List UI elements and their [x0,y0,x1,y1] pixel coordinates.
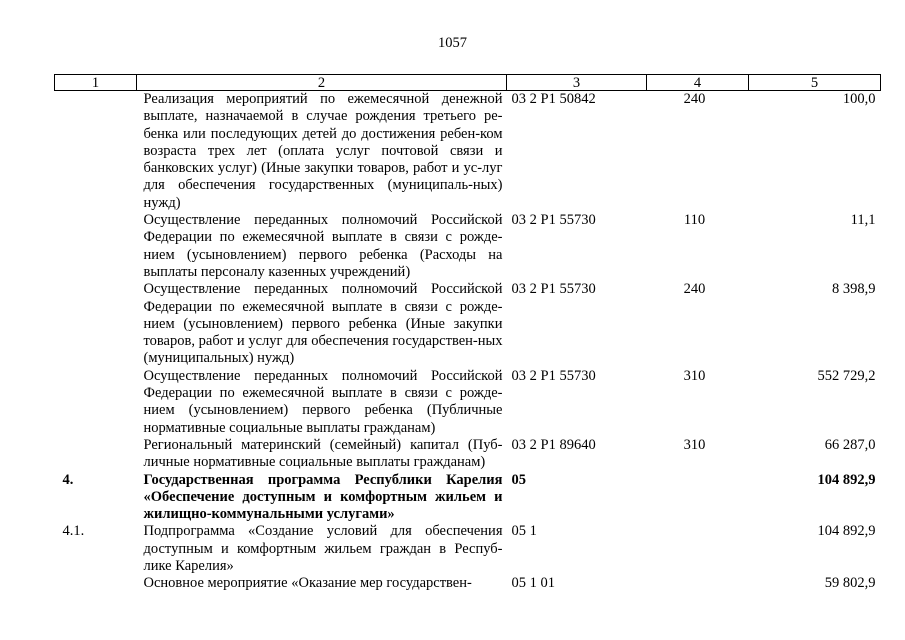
row-number [55,212,137,281]
header-col-2: 2 [137,75,507,91]
row-expense-type: 110 [683,212,706,229]
table-row [55,91,881,213]
row-code: 05 1 [511,523,537,540]
table-body [55,91,881,593]
row-expense-type [647,575,749,592]
table-row [55,368,881,437]
row-amount: 100,0 [842,91,876,107]
row-name: Подпрограмма «Создание условий для обеспечения доступным и комфортным жильем граждан в Респуб-лике Карелия» [143,523,503,575]
row-number: 4.1. [62,523,85,540]
row-amount: 66 287,0 [824,436,876,453]
table-row [55,575,881,592]
row-number [55,368,137,437]
row-name: Государственная программа Республики Карелия «Обеспечение доступным и комфортным жильем и жилищно-коммунальными услугами» [143,471,503,523]
row-name: Осуществление переданных полномочий Российской Федерации по ежемесячной выплате в связи с рожде-нием (усыновлением) первого ребенка (Публичные нормативные социальные выплаты гражданам) [143,367,503,436]
row-name: Региональный материнский (семейный) капитал (Пуб-личные нормативные социальные выплаты гражданам) [143,436,503,471]
header-col-1: 1 [55,75,137,91]
row-amount: 552 729,2 [817,367,876,384]
row-expense-type [647,523,749,575]
row-expense-type: 240 [683,91,706,107]
budget-table [54,74,881,593]
row-expense-type: 310 [683,367,706,384]
row-amount: 104 892,9 [817,523,876,540]
row-amount: 11,1 [850,212,876,229]
row-name: Реализация мероприятий по ежемесячной денежной выплате, назначаемой в случае рождения третьего ре-бенка или последующих детей до достижения ребен-ком возраста трех лет (оплата услуг почтовой связи и банковских услуг) (Иные закупки товаров, работ и ус-луг для обеспечения государственных (муниципаль-ных) нужд) [143,91,503,211]
table-row [55,281,881,367]
table-row [55,523,881,575]
row-expense-type: 310 [683,436,706,453]
row-number [55,281,137,367]
row-name: Основное мероприятие «Оказание мер государствен- [143,575,472,592]
row-name: Осуществление переданных полномочий Российской Федерации по ежемесячной выплате в связи с рожде-нием (усыновлением) первого ребенка (Расходы на выплаты персоналу казенных учреждений) [143,212,503,280]
row-expense-type: 240 [683,281,706,298]
table-row [55,212,881,281]
row-amount: 104 892,9 [817,471,876,488]
row-name: Осуществление переданных полномочий Российской Федерации по ежемесячной выплате в связи с рожде-нием (усыновлением) первого ребенка (Иные закупки товаров, работ и услуг для обеспечения государствен-ных (муниципальных) нужд) [143,281,503,367]
page-number: 1057 [438,35,467,51]
row-amount: 59 802,9 [824,575,876,592]
row-code: 03 2 P1 55730 [511,212,596,229]
header-row [55,75,881,91]
header-col-4: 4 [647,75,749,91]
row-code: 03 2 P1 55730 [511,367,596,384]
header-col-3: 3 [507,75,647,91]
row-expense-type [647,472,749,524]
row-code: 03 2 P1 55730 [511,281,596,298]
table-row [55,437,881,472]
row-number [55,91,137,213]
row-amount: 8 398,9 [832,281,876,298]
row-number [55,437,137,472]
header-col-5: 5 [749,75,881,91]
row-code: 03 2 P1 50842 [511,91,596,107]
table-row-program [55,472,881,524]
row-code: 05 [511,471,526,488]
row-code: 05 1 01 [511,575,555,592]
row-number: 4. [62,471,74,488]
row-code: 03 2 P1 89640 [511,436,596,453]
row-number [55,575,137,592]
table-header [55,75,881,91]
